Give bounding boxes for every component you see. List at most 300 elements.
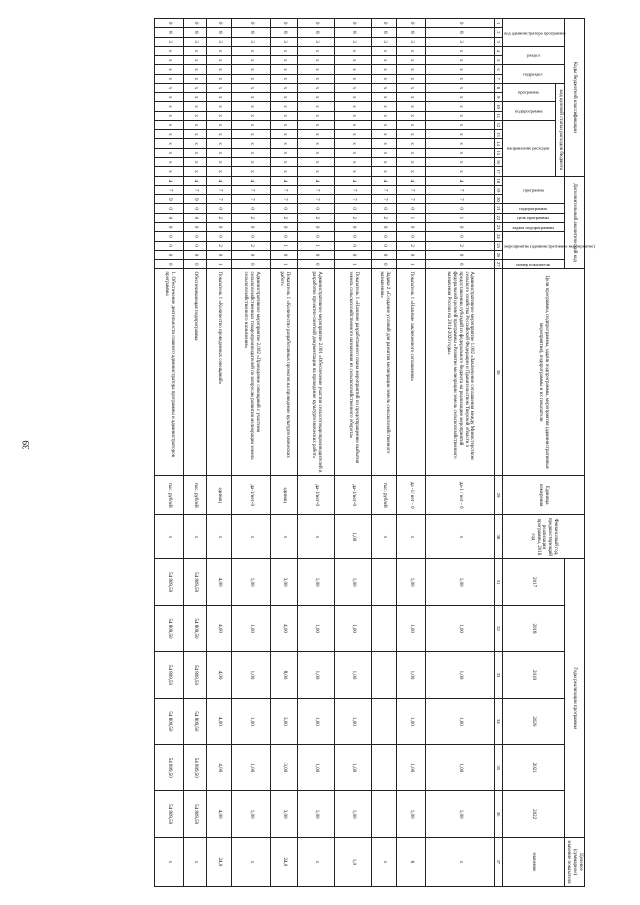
code-cell: 3	[232, 37, 271, 46]
year-value: 1,00	[232, 791, 271, 837]
code-cell: х	[298, 139, 335, 148]
table-row	[335, 19, 372, 887]
column-number: 23	[495, 223, 503, 232]
row-unit: да-1 / нет - 0	[426, 475, 495, 514]
code-cell: х	[232, 83, 271, 92]
year-value: 54 809,50	[184, 652, 207, 698]
year-value	[372, 605, 397, 651]
code-cell: х	[232, 74, 271, 83]
year-value: 1,00	[232, 745, 271, 791]
code-cell: х	[271, 83, 298, 92]
code-cell: 0	[155, 204, 184, 213]
code-cell: х	[335, 46, 372, 55]
column-number: 2	[495, 28, 503, 37]
code-cell: 8	[426, 28, 495, 37]
table-row	[155, 19, 184, 887]
code-cell: х	[232, 56, 271, 65]
column-number: 20	[495, 195, 503, 204]
code-cell: х	[426, 74, 495, 83]
code-cell: х	[207, 102, 232, 111]
code-cell: х	[155, 46, 184, 55]
column-number: 25	[495, 241, 503, 250]
document-page	[164, 18, 595, 887]
code-cell: х	[207, 139, 232, 148]
code-cell: х	[207, 157, 232, 166]
year-value: 1,00	[335, 559, 372, 605]
code-cell: 0	[335, 223, 372, 232]
column-number: 12	[495, 120, 503, 129]
code-cell: х	[372, 139, 397, 148]
code-cell: 0	[207, 223, 232, 232]
row-unit: тыс. рублей	[184, 475, 207, 514]
year-2019: 2019	[503, 652, 565, 698]
code-cell: 4	[184, 176, 207, 185]
code-cell: х	[298, 65, 335, 74]
year-value: 1,00	[298, 745, 335, 791]
table-row	[232, 19, 271, 887]
code-cell: 0	[207, 232, 232, 241]
code-cell: 0	[397, 204, 426, 213]
code-cell: 0	[335, 232, 372, 241]
program-table	[154, 18, 595, 887]
code-cell: х	[397, 93, 426, 102]
year-value: 1,00	[397, 791, 426, 837]
code-cell: 3	[184, 37, 207, 46]
row-target: 1,0	[335, 837, 372, 886]
code-cell: 2	[372, 213, 397, 222]
year-value: 54 809,50	[155, 745, 184, 791]
code-cell: 4	[207, 176, 232, 185]
code-cell: х	[426, 56, 495, 65]
row-name: Административное мероприятие 1.002 «Заключение соглашения между Министерством сельского хозяйства Российской Федерации и Правительством Тверской области о предоставлении субсидий из федерального бюджета на реализацию мероприятий федеральной целевой программы «Развитие мелиорации земель сельскохозяйственного назначения России на 2014-2020 годы»	[426, 269, 495, 475]
year-value: 1,00	[335, 652, 372, 698]
year-value: 54 809,50	[155, 652, 184, 698]
year-value: 1,00	[298, 559, 335, 605]
code-cell: 0	[335, 19, 372, 28]
code-cell: х	[271, 139, 298, 148]
code-cell: 0	[184, 260, 207, 269]
year-value: 3,00	[271, 791, 298, 837]
code-cell: х	[372, 56, 397, 65]
code-cell: х	[372, 83, 397, 92]
code-cell: х	[184, 56, 207, 65]
table-row	[298, 19, 335, 887]
code-cell: 0	[298, 19, 335, 28]
column-number: 24	[495, 232, 503, 241]
year-value	[372, 791, 397, 837]
year-2022: 2022	[503, 791, 565, 837]
row-fin: х	[184, 515, 207, 559]
column-number: 6	[495, 65, 503, 74]
code-cell: 0	[298, 250, 335, 259]
column-number: 5	[495, 56, 503, 65]
code-cell: 0	[298, 232, 335, 241]
code-cell: 3	[397, 37, 426, 46]
header-fin: Финансовый год, предшествующий реализации программы, 2016 год	[503, 515, 585, 559]
column-number: 10	[495, 102, 503, 111]
column-number: 13	[495, 130, 503, 139]
code-cell: 0	[271, 250, 298, 259]
code-cell: 7	[397, 185, 426, 194]
code-cell: 8	[207, 28, 232, 37]
year-value: 1,00	[298, 652, 335, 698]
year-value: 54 809,50	[184, 745, 207, 791]
year-value: 1,00	[426, 559, 495, 605]
column-number: 14	[495, 139, 503, 148]
code-cell: х	[298, 74, 335, 83]
code-cell: х	[426, 93, 495, 102]
code-cell: х	[207, 130, 232, 139]
code-cell: х	[372, 120, 397, 129]
code-cell: 4	[271, 176, 298, 185]
code-cell: х	[232, 139, 271, 148]
page-number: 39	[21, 440, 31, 450]
code-cell: х	[271, 120, 298, 129]
code-cell: х	[397, 65, 426, 74]
code-cell: 0	[372, 19, 397, 28]
year-value	[372, 652, 397, 698]
column-number: 22	[495, 213, 503, 222]
code-cell: х	[207, 93, 232, 102]
code-cell: 1	[426, 213, 495, 222]
row-target: х	[298, 837, 335, 886]
code-cell: х	[397, 148, 426, 157]
header-zadacha: задача подпрограммы	[503, 223, 565, 232]
code-cell: х	[155, 167, 184, 176]
year-value: 54 809,50	[184, 791, 207, 837]
code-cell: х	[397, 167, 426, 176]
row-name: Обеспечивающая подпрограмма	[184, 269, 207, 475]
code-cell: х	[335, 93, 372, 102]
code-cell: х	[335, 167, 372, 176]
year-2020: 2020	[503, 698, 565, 744]
code-cell: х	[207, 46, 232, 55]
year-value	[372, 559, 397, 605]
row-unit: да-1/нет-0	[335, 475, 372, 514]
code-cell: х	[271, 46, 298, 55]
row-name: Показатель 1 «Количество разработанных проектов на проведение культуртехнических работ»	[271, 269, 298, 475]
year-value: 1,00	[298, 698, 335, 744]
code-cell: х	[426, 102, 495, 111]
year-value: 4,00	[207, 791, 232, 837]
code-cell: х	[271, 93, 298, 102]
row-target: 24,0	[271, 837, 298, 886]
header-razdel: раздел	[503, 46, 565, 65]
column-number: 29	[495, 475, 503, 514]
column-number: 31	[495, 559, 503, 605]
code-cell: 0	[232, 19, 271, 28]
code-cell: х	[155, 93, 184, 102]
code-cell: х	[426, 46, 495, 55]
code-cell: 7	[232, 185, 271, 194]
row-fin: х	[372, 515, 397, 559]
year-value: 1,00	[426, 745, 495, 791]
code-cell: х	[298, 111, 335, 120]
code-cell: 0	[155, 241, 184, 250]
code-cell: 0	[298, 223, 335, 232]
code-cell: х	[271, 74, 298, 83]
column-number: 1	[495, 19, 503, 28]
code-cell: 8	[271, 28, 298, 37]
code-cell: х	[155, 148, 184, 157]
table-row	[207, 19, 232, 887]
code-cell: 0	[335, 241, 372, 250]
header-kbk: Коды бюджетной классификации	[564, 19, 584, 177]
code-cell: х	[155, 102, 184, 111]
code-cell: 0	[298, 204, 335, 213]
code-cell: 0	[155, 19, 184, 28]
column-number: 8	[495, 83, 503, 92]
code-cell: х	[397, 74, 426, 83]
table-row	[397, 19, 426, 887]
table-row	[372, 19, 397, 887]
code-cell: х	[397, 111, 426, 120]
year-value: 54 809,50	[184, 605, 207, 651]
year-value: 4,00	[207, 652, 232, 698]
code-cell: х	[232, 102, 271, 111]
header-unit: Единица измерения	[503, 475, 585, 514]
year-value: 1,00	[397, 698, 426, 744]
year-2018: 2018	[503, 605, 565, 651]
year-value: 4,00	[207, 698, 232, 744]
code-cell: 2	[232, 241, 271, 250]
code-cell: 7	[184, 185, 207, 194]
column-number: 11	[495, 111, 503, 120]
code-cell: 0	[372, 250, 397, 259]
year-value: 1,00	[426, 698, 495, 744]
code-cell: 0	[426, 250, 495, 259]
year-value: 54 809,50	[184, 559, 207, 605]
code-cell: 0	[271, 19, 298, 28]
code-cell: х	[397, 102, 426, 111]
code-cell: 7	[335, 185, 372, 194]
row-unit: да -1/ нет - 0	[397, 475, 426, 514]
table-row	[426, 19, 495, 887]
code-cell: х	[155, 56, 184, 65]
code-cell: х	[372, 148, 397, 157]
code-cell: 3	[155, 37, 184, 46]
code-cell: 8	[155, 28, 184, 37]
code-cell: х	[372, 157, 397, 166]
code-cell: х	[271, 65, 298, 74]
code-cell: 3	[298, 37, 335, 46]
header-dop: Дополнительный аналитический код	[564, 176, 584, 269]
code-cell: 2	[207, 241, 232, 250]
code-cell: 9	[155, 195, 184, 204]
row-fin: х	[207, 515, 232, 559]
code-cell: х	[271, 130, 298, 139]
code-cell: х	[335, 111, 372, 120]
code-cell: 0	[271, 223, 298, 232]
header-podrazdel: подраздел	[503, 65, 565, 84]
code-cell: 9	[184, 195, 207, 204]
code-cell: 7	[298, 185, 335, 194]
code-cell: 0	[397, 250, 426, 259]
code-cell: 7	[372, 185, 397, 194]
code-cell: х	[298, 93, 335, 102]
code-cell: 8	[372, 28, 397, 37]
year-value	[372, 745, 397, 791]
code-cell: х	[426, 148, 495, 157]
code-cell: х	[207, 83, 232, 92]
year-value: 1,00	[232, 605, 271, 651]
code-cell: 8	[298, 28, 335, 37]
code-cell: 0	[232, 232, 271, 241]
code-cell: 2	[298, 213, 335, 222]
column-number: 19	[495, 185, 503, 194]
code-cell: х	[184, 167, 207, 176]
row-fin: х	[271, 515, 298, 559]
year-value: 54 809,50	[184, 698, 207, 744]
code-cell: х	[184, 148, 207, 157]
code-cell: х	[155, 139, 184, 148]
code-cell: 7	[271, 195, 298, 204]
code-cell: х	[232, 157, 271, 166]
code-cell: х	[397, 139, 426, 148]
code-cell: х	[335, 83, 372, 92]
code-cell: 0	[207, 204, 232, 213]
code-cell: 1	[271, 241, 298, 250]
code-cell: 8	[335, 28, 372, 37]
code-cell: х	[271, 56, 298, 65]
code-cell: 2	[271, 213, 298, 222]
code-cell: х	[232, 46, 271, 55]
code-cell: 3	[207, 37, 232, 46]
code-cell: 0	[207, 19, 232, 28]
code-cell: 1	[207, 260, 232, 269]
code-cell: х	[335, 102, 372, 111]
header-nomer: номер показателя	[503, 260, 565, 269]
code-cell: 0	[184, 241, 207, 250]
code-cell: х	[335, 157, 372, 166]
year-value: 4,00	[207, 605, 232, 651]
code-cell: х	[207, 111, 232, 120]
row-name: Задача 2 «Создание условий для развития мелиорации земель сельскохозяйственного назначения»	[372, 269, 397, 475]
code-cell: х	[426, 167, 495, 176]
year-value: 1,00	[426, 791, 495, 837]
code-cell: 0	[372, 204, 397, 213]
column-number: 26	[495, 250, 503, 259]
code-cell: х	[298, 56, 335, 65]
year-value: 3,00	[271, 559, 298, 605]
code-cell: 0	[335, 250, 372, 259]
header-meropr: мероприятие (административное мероприятие)	[503, 232, 565, 260]
code-cell: 0	[184, 204, 207, 213]
code-cell: 1	[335, 260, 372, 269]
header-podprogramma: подпрограмма	[503, 102, 556, 121]
code-cell: 7	[271, 185, 298, 194]
code-cell: 0	[426, 19, 495, 28]
code-cell: х	[397, 120, 426, 129]
code-cell: х	[372, 46, 397, 55]
code-cell: 1	[271, 260, 298, 269]
row-unit: тыс. рублей	[372, 475, 397, 514]
code-cell: х	[207, 167, 232, 176]
row-fin: х	[298, 515, 335, 559]
year-value: 1,00	[335, 698, 372, 744]
code-cell: х	[335, 65, 372, 74]
code-cell: х	[207, 74, 232, 83]
code-cell: 8	[397, 28, 426, 37]
code-cell: 7	[426, 195, 495, 204]
year-2021: 2021	[503, 745, 565, 791]
code-cell: х	[232, 93, 271, 102]
code-cell: х	[232, 167, 271, 176]
header-napravl: направление расходов	[503, 120, 556, 176]
code-cell: х	[184, 93, 207, 102]
code-cell: х	[207, 148, 232, 157]
code-cell: 0	[155, 232, 184, 241]
code-cell: х	[184, 46, 207, 55]
code-cell: х	[335, 56, 372, 65]
year-value: 3,00	[271, 745, 298, 791]
code-cell: 2	[232, 213, 271, 222]
year-value: 4,00	[271, 605, 298, 651]
year-value: 4,00	[207, 559, 232, 605]
row-name: Показатель 1 «Количество проведенных совещаний»	[207, 269, 232, 475]
code-cell: х	[184, 139, 207, 148]
code-cell: 3	[372, 37, 397, 46]
code-cell: 0	[207, 250, 232, 259]
code-cell: х	[335, 120, 372, 129]
column-number: 18	[495, 176, 503, 185]
code-cell: 0	[426, 260, 495, 269]
year-value	[372, 698, 397, 744]
row-unit: единиц	[271, 475, 298, 514]
year-value: 54 809,50	[155, 605, 184, 651]
year-value: 54 809,50	[155, 559, 184, 605]
code-cell: 0	[271, 232, 298, 241]
year-value: 1,00	[397, 605, 426, 651]
column-number: 3	[495, 37, 503, 46]
column-number: 27	[495, 260, 503, 269]
header-years: Годы реализации программы	[564, 559, 584, 837]
code-cell: 1	[298, 241, 335, 250]
code-cell: х	[426, 83, 495, 92]
code-cell: х	[426, 130, 495, 139]
code-cell: 4	[232, 176, 271, 185]
code-cell: х	[397, 46, 426, 55]
code-cell: 0	[372, 223, 397, 232]
row-fin: х	[397, 515, 426, 559]
table-row	[271, 19, 298, 887]
row-target: х	[155, 837, 184, 886]
code-cell: х	[271, 111, 298, 120]
column-number: 7	[495, 74, 503, 83]
code-cell: х	[397, 157, 426, 166]
code-cell: х	[155, 130, 184, 139]
code-cell: х	[335, 74, 372, 83]
column-number: 33	[495, 652, 503, 698]
column-number: 32	[495, 605, 503, 651]
code-cell: 0	[426, 232, 495, 241]
code-cell: 8	[232, 28, 271, 37]
code-cell: 0	[372, 260, 397, 269]
year-value: 1,00	[232, 559, 271, 605]
code-cell: 2	[207, 213, 232, 222]
header-target: Целевое (суммарное) значение показателя	[564, 837, 584, 886]
code-cell: х	[232, 148, 271, 157]
column-number: 36	[495, 791, 503, 837]
code-cell: 4	[155, 176, 184, 185]
code-cell: 0	[232, 250, 271, 259]
code-cell: 8	[184, 28, 207, 37]
code-cell: 0	[232, 204, 271, 213]
code-cell: х	[155, 111, 184, 120]
code-cell: х	[335, 130, 372, 139]
code-cell: 0	[184, 232, 207, 241]
code-cell: х	[426, 120, 495, 129]
